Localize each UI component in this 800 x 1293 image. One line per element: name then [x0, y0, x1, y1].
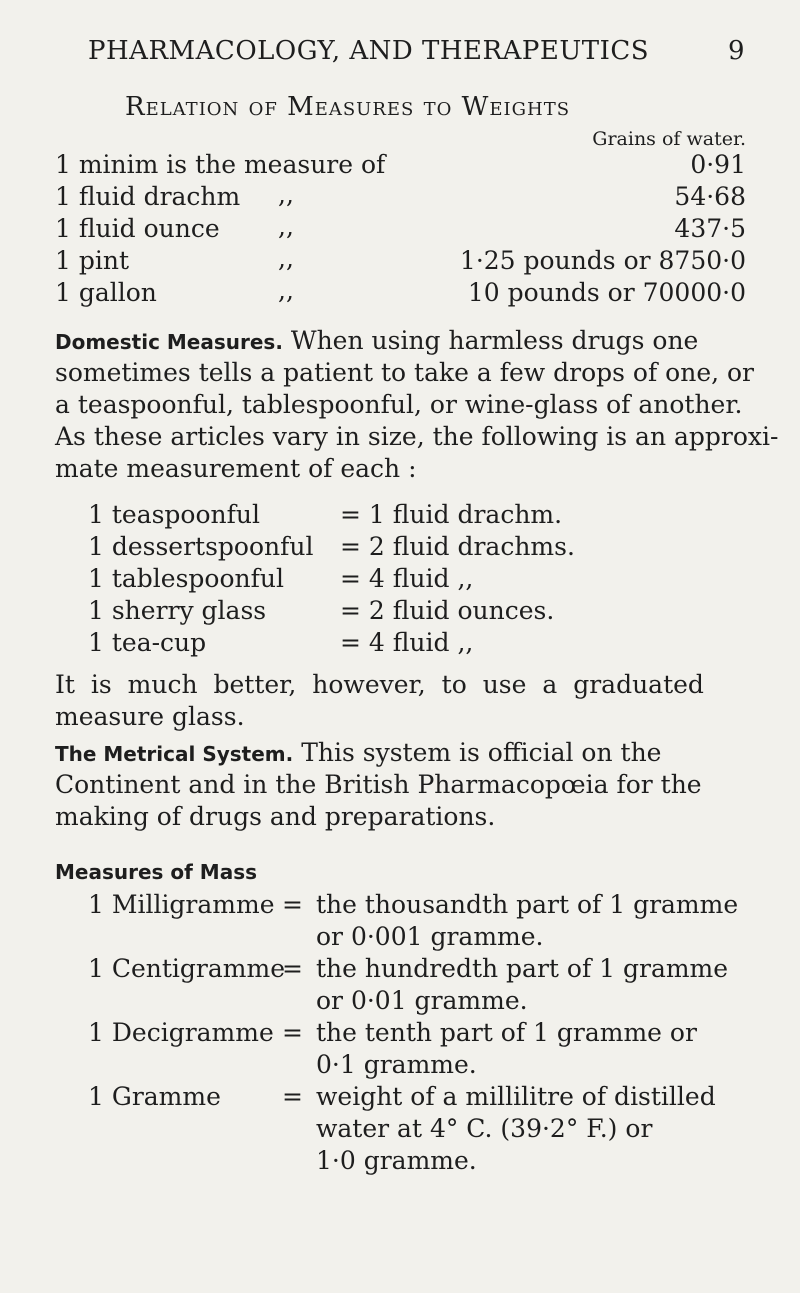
metrical-paragraph-text: This system is official on the: [301, 738, 662, 767]
domestic-paragraph-line: sometimes tells a patient to take a few drops of one, or: [55, 358, 755, 387]
domestic-item: 1 tea-cup: [88, 628, 207, 657]
mass-definition: the thousandth part of 1 gramme: [316, 890, 739, 919]
metrical-paragraph-line-1: [55, 738, 661, 767]
relation-row-label: 1 gallon: [55, 278, 157, 307]
grains-column-header: Grains of water.: [592, 128, 746, 150]
mass-definition: the hundredth part of 1 gramme: [316, 954, 729, 983]
mass-definition: water at 4° C. (39·2° F.) or: [316, 1114, 653, 1143]
relation-row-label: 1 fluid ounce: [55, 214, 220, 243]
relation-row-value: 1·25 pounds or 8750·0: [459, 246, 746, 275]
mass-equals: =: [282, 954, 303, 983]
mass-equals: =: [282, 1082, 303, 1111]
mass-definition: the tenth part of 1 gramme or: [316, 1018, 697, 1047]
ditto-mark: ,,: [278, 180, 294, 209]
running-header-title: PHARMACOLOGY, AND THERAPEUTICS: [88, 36, 650, 66]
mass-unit: 1 Centigramme: [88, 954, 285, 983]
mass-equals: =: [282, 890, 303, 919]
domestic-measures-label: Domestic Measures.: [55, 330, 283, 354]
mass-definition: or 0·01 gramme.: [316, 986, 528, 1015]
mass-unit: 1 Gramme: [88, 1082, 221, 1111]
domestic-item-equivalent: = 1 fluid drachm.: [340, 500, 563, 529]
ditto-mark: ,,: [278, 244, 294, 273]
graduated-glass-text: measure glass.: [55, 702, 245, 731]
domestic-paragraph-line-1: [55, 326, 698, 355]
domestic-paragraph-line: a teaspoonful, tablespoonful, or wine-glass of another.: [55, 390, 743, 419]
mass-definition: 1·0 gramme.: [316, 1146, 477, 1175]
metrical-paragraph-line: making of drugs and preparations.: [55, 802, 496, 831]
relation-row-value: 10 pounds or 70000·0: [467, 278, 746, 307]
metrical-paragraph-line: Continent and in the British Pharmacopœia for the: [55, 770, 702, 799]
domestic-item: 1 dessertspoonful: [88, 532, 314, 561]
relation-row-value: 54·68: [674, 182, 746, 211]
relation-heading: Relation of Measures to Weights: [125, 92, 571, 122]
domestic-item: 1 teaspoonful: [88, 500, 260, 529]
mass-definition: 0·1 gramme.: [316, 1050, 477, 1079]
relation-row-value: 437·5: [674, 214, 746, 243]
ditto-mark: ,,: [278, 212, 294, 241]
mass-heading: Measures of Mass: [55, 860, 258, 884]
domestic-paragraph-text: When using harmless drugs one: [290, 326, 699, 355]
mass-unit: 1 Milligramme: [88, 890, 275, 919]
relation-row-value: 0·91: [690, 150, 746, 179]
domestic-paragraph-line: mate measurement of each :: [55, 454, 417, 483]
mass-equals: =: [282, 1018, 303, 1047]
domestic-item-equivalent: = 4 fluid ,,: [340, 564, 474, 593]
domestic-item-equivalent: = 2 fluid ounces.: [340, 596, 555, 625]
relation-row-label: 1 minim is the measure of: [55, 150, 386, 179]
mass-definition: or 0·001 gramme.: [316, 922, 544, 951]
domestic-item: 1 tablespoonful: [88, 564, 284, 593]
mass-unit: 1 Decigramme: [88, 1018, 274, 1047]
mass-definition: weight of a millilitre of distilled: [316, 1082, 716, 1111]
domestic-item-equivalent: = 4 fluid ,,: [340, 628, 474, 657]
metrical-system-label: The Metrical System.: [55, 742, 294, 766]
ditto-mark: ,,: [278, 276, 294, 305]
relation-row-label: 1 pint: [55, 246, 129, 275]
domestic-paragraph-line: As these articles vary in size, the following is an approxi-: [55, 422, 779, 451]
domestic-item: 1 sherry glass: [88, 596, 267, 625]
graduated-glass-text: It is much better, however, to use a graduated: [55, 670, 704, 699]
page-number: 9: [728, 36, 746, 66]
relation-row-label: 1 fluid drachm: [55, 182, 241, 211]
domestic-item-equivalent: = 2 fluid drachms.: [340, 532, 575, 561]
